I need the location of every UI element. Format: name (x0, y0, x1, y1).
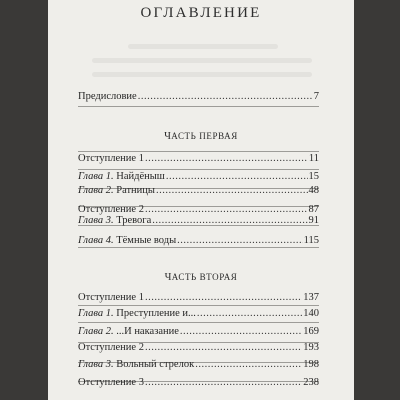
dot-leader (152, 214, 307, 228)
entry-label: Глава 3. Вольный стрелок (78, 359, 195, 370)
dot-leader (166, 170, 308, 184)
page-number: 238 (303, 377, 319, 388)
toc-entry[interactable] (78, 152, 319, 166)
page-number: 48 (308, 185, 319, 196)
toc-entry[interactable] (78, 376, 319, 390)
dot-leader (197, 307, 302, 321)
page-number: 137 (303, 292, 319, 303)
dot-leader (145, 376, 302, 390)
page-number: 140 (303, 308, 319, 319)
entry-label: Глава 3. Тревога (78, 215, 152, 226)
divider (78, 247, 319, 248)
dot-leader (195, 358, 302, 372)
part-title (48, 272, 354, 283)
entry-label: Отступление 1 (78, 153, 144, 164)
show-through-text (128, 44, 278, 49)
show-through-text (92, 72, 312, 77)
part-title (48, 131, 354, 142)
entry-label: Глава 2. ...И наказание (78, 326, 179, 337)
page-number: 91 (308, 215, 319, 226)
page-number: 198 (303, 359, 319, 370)
divider (78, 322, 319, 323)
toc-entry-preface[interactable] (78, 90, 319, 104)
toc-entry[interactable] (78, 214, 319, 228)
page-number: 7 (313, 91, 319, 102)
dot-leader (177, 234, 302, 248)
book-page (48, 0, 354, 400)
toc-heading: ОГЛАВЛЕНИЕ (140, 5, 262, 21)
entry-label: Предисловие (78, 91, 137, 102)
part-title-initial: Ч (164, 272, 172, 283)
dot-leader (180, 325, 302, 339)
page-number: 15 (308, 171, 319, 182)
toc-entry[interactable] (78, 358, 319, 372)
page-number: 115 (303, 235, 319, 246)
entry-label: Глава 1. Найдёныш (78, 171, 165, 182)
entry-label: Глава 1. Преступление и... (78, 308, 196, 319)
page-number: 87 (308, 204, 319, 215)
toc-entry[interactable] (78, 291, 319, 305)
entry-label: Отступление 2 (78, 342, 144, 353)
page-number: 11 (308, 153, 319, 164)
toc-entry[interactable] (78, 341, 319, 355)
entry-label: Отступление 1 (78, 292, 144, 303)
toc-entry[interactable] (78, 325, 319, 339)
entry-label: Глава 2. Ратницы (78, 185, 155, 196)
toc-entry[interactable] (78, 170, 319, 184)
toc-entry[interactable] (78, 307, 319, 321)
toc-entry[interactable] (78, 184, 319, 198)
part-title-rest: АСТЬ ВТОРАЯ (171, 272, 238, 282)
page-number: 193 (303, 342, 319, 353)
entry-label: Глава 4. Тёмные воды (78, 235, 177, 246)
part-title-initial: Ч (164, 131, 172, 142)
show-through-text (92, 58, 312, 63)
divider (78, 106, 319, 107)
entry-label: Отступление 3 (78, 377, 144, 388)
dot-leader (145, 341, 302, 355)
dot-leader (145, 291, 302, 305)
entry-label: Отступление 2 (78, 204, 144, 215)
dot-leader (138, 90, 313, 104)
toc-entry[interactable] (78, 234, 319, 248)
divider (78, 305, 319, 306)
dot-leader (145, 152, 308, 166)
page-number: 169 (303, 326, 319, 337)
part-title-rest: АСТЬ ПЕРВАЯ (171, 131, 238, 141)
dot-leader (156, 184, 308, 198)
